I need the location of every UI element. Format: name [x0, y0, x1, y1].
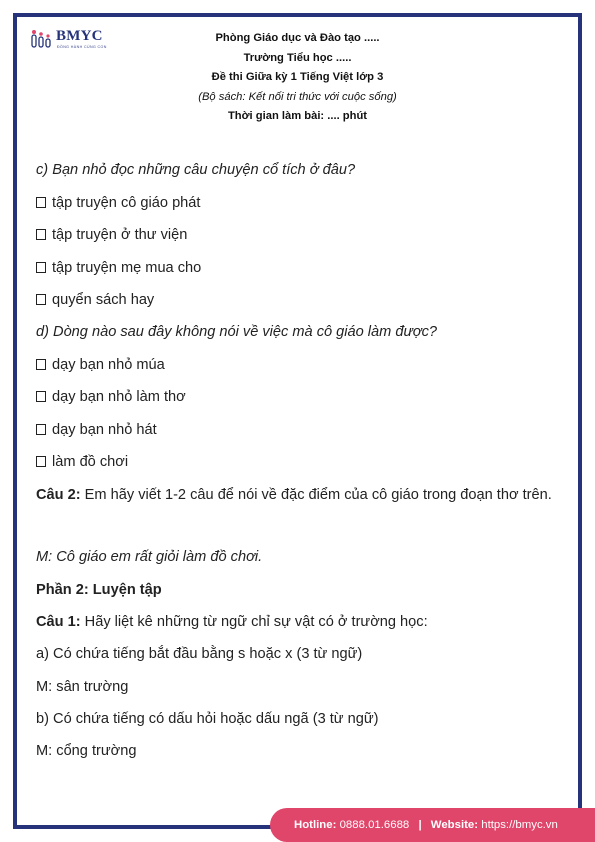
header-department: Phòng Giáo dục và Đào tạo ..... — [215, 32, 380, 44]
checkbox-icon[interactable] — [36, 197, 46, 208]
logo-tagline: ĐỒNG HÀNH CÙNG CON — [57, 45, 107, 49]
question-c-option: quyển sách hay — [36, 290, 552, 311]
checkbox-icon[interactable] — [36, 262, 46, 273]
question-c-option: tập truyện cô giáo phát — [36, 193, 552, 214]
contact-footer — [270, 808, 595, 842]
header-duration: Thời gian làm bài: .... phút — [227, 110, 368, 122]
question-c-option: tập truyện ở thư viện — [36, 225, 552, 246]
question-c: c) Bạn nhỏ đọc những câu chuyện cổ tích ở đâu? — [36, 162, 356, 178]
header-exam-title: Đề thi Giữa kỳ 1 Tiếng Việt lớp 3 — [211, 71, 384, 83]
footer-separator: | — [418, 819, 422, 831]
checkbox-icon[interactable] — [36, 424, 46, 435]
checkbox-icon[interactable] — [36, 456, 46, 467]
part-2-cau-1: Câu 1: Hãy liệt kê những từ ngữ chỉ sự vật có ở trường học: — [36, 614, 428, 630]
question-d-option: làm đồ chơi — [36, 452, 552, 473]
exam-header — [17, 29, 578, 127]
checkbox-icon[interactable] — [36, 229, 46, 240]
header-school: Trường Tiểu học ..... — [243, 51, 352, 64]
cau-2-example: M: Cô giáo em rất giỏi làm đồ chơi. — [36, 549, 263, 565]
header-book-series: (Bộ sách: Kết nối tri thức với cuộc sống) — [198, 90, 397, 103]
question-d-option: dạy bạn nhỏ làm thơ — [36, 387, 552, 408]
website-link[interactable]: https://bmyc.vn — [481, 819, 558, 831]
website-label: Website: — [430, 819, 479, 831]
part-2-title: Phần 2: Luyện tập — [36, 582, 162, 598]
part-2-item-a-example: M: sân trường — [36, 679, 129, 695]
checkbox-icon[interactable] — [36, 391, 46, 402]
hotline-number[interactable]: 0888.01.6688 — [339, 819, 410, 831]
question-c-option: tập truyện mẹ mua cho — [36, 258, 552, 279]
hotline-label: Hotline: — [294, 819, 337, 831]
checkbox-icon[interactable] — [36, 359, 46, 370]
part-2-item-b: b) Có chứa tiếng có dấu hỏi hoặc dấu ngã (3 từ ngữ) — [36, 711, 379, 727]
part-2-item-b-example: M: cổng trường — [36, 743, 137, 759]
question-d-option: dạy bạn nhỏ múa — [36, 355, 552, 376]
question-d: d) Dòng nào sau đây không nói về việc mà cô giáo làm được? — [36, 324, 437, 340]
cau-2: Câu 2: Em hãy viết 1-2 câu để nói về đặc điểm của cô giáo trong đoạn thơ trên. — [36, 487, 552, 503]
checkbox-icon[interactable] — [36, 294, 46, 305]
question-d-option: dạy bạn nhỏ hát — [36, 420, 552, 441]
logo-wordmark: BMYC — [56, 28, 103, 44]
part-2-item-a: a) Có chứa tiếng bắt đầu bằng s hoặc x (3 từ ngữ) — [36, 646, 363, 662]
